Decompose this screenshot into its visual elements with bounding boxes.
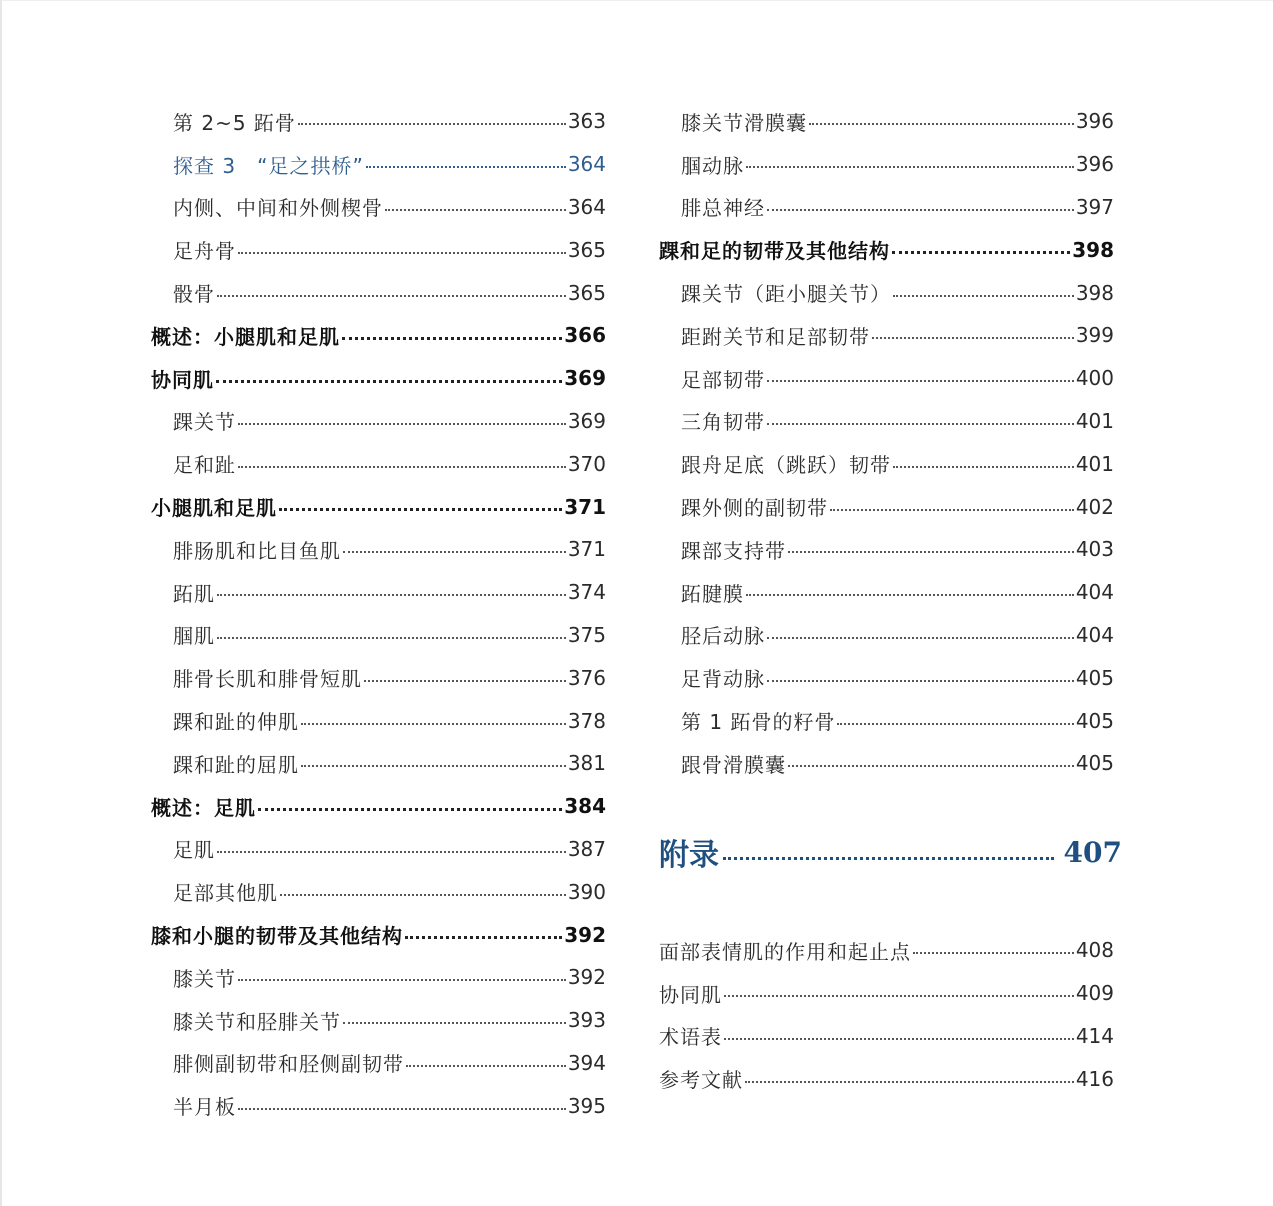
dot-leader: [301, 723, 566, 725]
toc-entry[interactable]: [659, 186, 1114, 229]
toc-entry-title: 足部韧带: [681, 367, 765, 392]
toc-entry[interactable]: [659, 929, 1114, 972]
toc-entry[interactable]: [151, 400, 606, 443]
dot-leader: [830, 509, 1074, 511]
toc-page-number: 392: [567, 965, 606, 990]
dot-leader: [364, 680, 566, 682]
toc-page-number: 403: [1075, 537, 1114, 562]
toc-section-heading[interactable]: [151, 314, 606, 357]
dot-leader: [767, 637, 1074, 639]
dot-leader: [238, 1108, 566, 1110]
toc-entry-title: 足部其他肌: [173, 881, 278, 906]
toc-entry[interactable]: [659, 1015, 1114, 1058]
appendix-leader: [723, 857, 1054, 860]
toc-entry-title: 小腿肌和足肌: [151, 496, 277, 521]
toc-page-number: 378: [567, 708, 606, 733]
dot-leader: [238, 423, 566, 425]
appendix-heading[interactable]: [659, 826, 1122, 878]
toc-page-number: 393: [567, 1008, 606, 1033]
toc-page-number: 401: [1075, 451, 1114, 476]
toc-entry[interactable]: [659, 100, 1114, 143]
toc-entry[interactable]: [659, 1057, 1114, 1100]
toc-entry[interactable]: [151, 1084, 606, 1127]
toc-page-number: 401: [1075, 408, 1114, 433]
toc-section-heading[interactable]: [659, 228, 1114, 271]
toc-entry[interactable]: [151, 656, 606, 699]
toc-entry[interactable]: [151, 186, 606, 229]
toc-entry-title: 距跗关节和足部韧带: [681, 324, 870, 349]
toc-entry[interactable]: [151, 271, 606, 314]
toc-entry[interactable]: [151, 143, 606, 186]
dot-leader: [217, 594, 566, 596]
dot-leader: [216, 380, 562, 383]
toc-entry[interactable]: [659, 571, 1114, 614]
dot-leader: [238, 466, 566, 468]
toc-entry-title: 腓肠肌和比目鱼肌: [173, 538, 341, 563]
toc-entry[interactable]: [659, 442, 1114, 485]
toc-entry-title: 参考文献: [659, 1068, 743, 1093]
dot-leader: [385, 209, 566, 211]
toc-right-column: [659, 100, 1114, 785]
dot-leader: [746, 166, 1074, 168]
dot-leader: [217, 295, 566, 297]
toc-entry-title: 跖腱膜: [681, 581, 744, 606]
toc-entry[interactable]: [151, 870, 606, 913]
toc-entry-title: 膝和小腿的韧带及其他结构: [151, 924, 403, 949]
toc-page-number: 409: [1075, 981, 1114, 1006]
dot-leader: [893, 466, 1074, 468]
toc-page-number: 402: [1075, 494, 1114, 519]
dot-leader: [238, 979, 566, 981]
toc-entry[interactable]: [151, 100, 606, 143]
dot-leader: [217, 851, 566, 853]
toc-entry[interactable]: [659, 699, 1114, 742]
dot-leader: [258, 808, 562, 811]
toc-entry-title: 面部表情肌的作用和起止点: [659, 939, 911, 964]
toc-page-number: 396: [1075, 152, 1114, 177]
toc-entry-title: 腓侧副韧带和胫侧副韧带: [173, 1052, 404, 1077]
toc-entry[interactable]: [151, 742, 606, 785]
toc-page-number: 408: [1075, 938, 1114, 963]
dot-leader: [405, 936, 562, 939]
toc-page-number: 363: [567, 109, 606, 134]
toc-entry-title: 足舟骨: [173, 239, 236, 264]
toc-entry-title: 概述：小腿肌和足肌: [151, 324, 340, 349]
toc-entry-title: 踝和趾的伸肌: [173, 710, 299, 735]
toc-page-number: 395: [567, 1093, 606, 1118]
toc-entry-title: 足背动脉: [681, 667, 765, 692]
toc-page-number: 404: [1075, 580, 1114, 605]
toc-entry-title: 腘肌: [173, 624, 215, 649]
dot-leader: [767, 209, 1074, 211]
toc-page-number: 398: [1072, 237, 1114, 262]
toc-entry[interactable]: [151, 999, 606, 1042]
dot-leader: [837, 723, 1073, 725]
toc-page-number: 381: [567, 751, 606, 776]
appendix-title: 附录: [659, 838, 719, 873]
toc-page-number: 416: [1075, 1066, 1114, 1091]
dot-leader: [892, 251, 1070, 254]
toc-page-number: 375: [567, 622, 606, 647]
dot-leader: [238, 252, 566, 254]
toc-entry[interactable]: [151, 528, 606, 571]
dot-leader: [366, 166, 566, 168]
toc-page-number: 387: [567, 836, 606, 861]
toc-page-number: 366: [564, 323, 606, 348]
toc-entry[interactable]: [659, 485, 1114, 528]
toc-page-number: 398: [1075, 280, 1114, 305]
dot-leader: [913, 952, 1074, 954]
dot-leader: [217, 637, 566, 639]
dot-leader: [767, 423, 1074, 425]
toc-page-number: 369: [564, 366, 606, 391]
dot-leader: [767, 380, 1074, 382]
toc-page-number: 365: [567, 237, 606, 262]
toc-page-number: 397: [1075, 194, 1114, 219]
dot-leader: [343, 551, 566, 553]
toc-entry-title: 足肌: [173, 838, 215, 863]
dot-leader: [724, 1038, 1074, 1040]
toc-entry-title: 第 1 跖骨的籽骨: [681, 710, 836, 735]
toc-entry[interactable]: [659, 528, 1114, 571]
appendix-page-number: 407: [1063, 835, 1122, 869]
toc-entry-title: 踝关节: [173, 410, 236, 435]
toc-entry-title: 探查 3 “足之拱桥”: [173, 153, 364, 178]
toc-entry[interactable]: [659, 742, 1114, 785]
toc-entry-title: 协同肌: [659, 982, 722, 1007]
dot-leader: [893, 295, 1074, 297]
toc-page-number: 405: [1075, 751, 1114, 776]
toc-page-number: 371: [564, 494, 606, 519]
toc-entry-title: 第 2~5 跖骨: [173, 110, 296, 135]
toc-entry[interactable]: [659, 357, 1114, 400]
toc-section-heading[interactable]: [151, 785, 606, 828]
dot-leader: [724, 995, 1074, 997]
toc-entry[interactable]: [659, 143, 1114, 186]
toc-entry-title: 腓骨长肌和腓骨短肌: [173, 667, 362, 692]
dot-leader: [746, 594, 1074, 596]
toc-entry-title: 三角韧带: [681, 410, 765, 435]
toc-page-number: 369: [567, 408, 606, 433]
toc-entry-title: 内侧、中间和外侧楔骨: [173, 196, 383, 221]
toc-page-number: 404: [1075, 622, 1114, 647]
toc-entry-title: 半月板: [173, 1095, 236, 1120]
toc-page-number: 405: [1075, 665, 1114, 690]
toc-entry-title: 腓总神经: [681, 196, 765, 221]
toc-entry[interactable]: [151, 1042, 606, 1085]
dot-leader: [280, 894, 566, 896]
toc-entry-title: 膝关节和胫腓关节: [173, 1009, 341, 1034]
dot-leader: [406, 1065, 566, 1067]
dot-leader: [872, 337, 1074, 339]
toc-entry-title: 跟舟足底（跳跃）韧带: [681, 453, 891, 478]
toc-page-number: 396: [1075, 109, 1114, 134]
toc-page-number: 371: [567, 537, 606, 562]
toc-page-number: 390: [567, 879, 606, 904]
toc-entry[interactable]: [151, 228, 606, 271]
toc-entry[interactable]: [659, 314, 1114, 357]
dot-leader: [788, 765, 1074, 767]
toc-entry[interactable]: [151, 614, 606, 657]
dot-leader: [342, 337, 562, 340]
toc-entry[interactable]: [151, 956, 606, 999]
toc-page-number: 399: [1075, 323, 1114, 348]
toc-section-heading[interactable]: [151, 357, 606, 400]
toc-entry-title: 术语表: [659, 1025, 722, 1050]
toc-page-number: 374: [567, 580, 606, 605]
toc-page-number: 365: [567, 280, 606, 305]
toc-left-column: [151, 100, 606, 1127]
dot-leader: [301, 765, 566, 767]
toc-section-heading[interactable]: [151, 485, 606, 528]
toc-page-number: 364: [567, 152, 606, 177]
toc-entry-title: 协同肌: [151, 367, 214, 392]
dot-leader: [298, 123, 566, 125]
toc-page-number: 376: [567, 665, 606, 690]
appendix-list: [659, 929, 1114, 1100]
toc-page-number: 364: [567, 194, 606, 219]
dot-leader: [343, 1022, 566, 1024]
toc-entry-title: 踝关节（距小腿关节）: [681, 282, 891, 307]
toc-entry[interactable]: [151, 828, 606, 871]
toc-entry[interactable]: [151, 571, 606, 614]
toc-entry[interactable]: [151, 442, 606, 485]
toc-entry[interactable]: [659, 972, 1114, 1015]
toc-entry-title: 踝外侧的副韧带: [681, 496, 828, 521]
toc-entry[interactable]: [659, 400, 1114, 443]
dot-leader: [745, 1081, 1074, 1083]
toc-page-number: 405: [1075, 708, 1114, 733]
toc-entry-title: 膝关节滑膜囊: [681, 110, 807, 135]
toc-entry[interactable]: [659, 614, 1114, 657]
toc-entry-title: 腘动脉: [681, 153, 744, 178]
toc-entry-title: 胫后动脉: [681, 624, 765, 649]
toc-entry[interactable]: [659, 656, 1114, 699]
toc-entry-title: 踝和足的韧带及其他结构: [659, 239, 890, 264]
toc-entry-title: 踝和趾的屈肌: [173, 752, 299, 777]
toc-page-number: 370: [567, 451, 606, 476]
toc-page-number: 384: [564, 794, 606, 819]
toc-page-number: 392: [564, 922, 606, 947]
toc-entry-title: 足和趾: [173, 453, 236, 478]
toc-entry[interactable]: [659, 271, 1114, 314]
dot-leader: [788, 551, 1074, 553]
toc-entry-title: 踝部支持带: [681, 538, 786, 563]
dot-leader: [279, 508, 562, 511]
toc-entry-title: 跖肌: [173, 581, 215, 606]
toc-entry-title: 跟骨滑膜囊: [681, 752, 786, 777]
toc-page-number: 414: [1075, 1023, 1114, 1048]
dot-leader: [809, 123, 1074, 125]
toc-entry-title: 概述：足肌: [151, 795, 256, 820]
dot-leader: [767, 680, 1074, 682]
toc-section-heading[interactable]: [151, 913, 606, 956]
toc-page-number: 400: [1075, 366, 1114, 391]
toc-entry-title: 膝关节: [173, 966, 236, 991]
toc-entry[interactable]: [151, 699, 606, 742]
toc-page-number: 394: [567, 1050, 606, 1075]
toc-entry-title: 骰骨: [173, 282, 215, 307]
